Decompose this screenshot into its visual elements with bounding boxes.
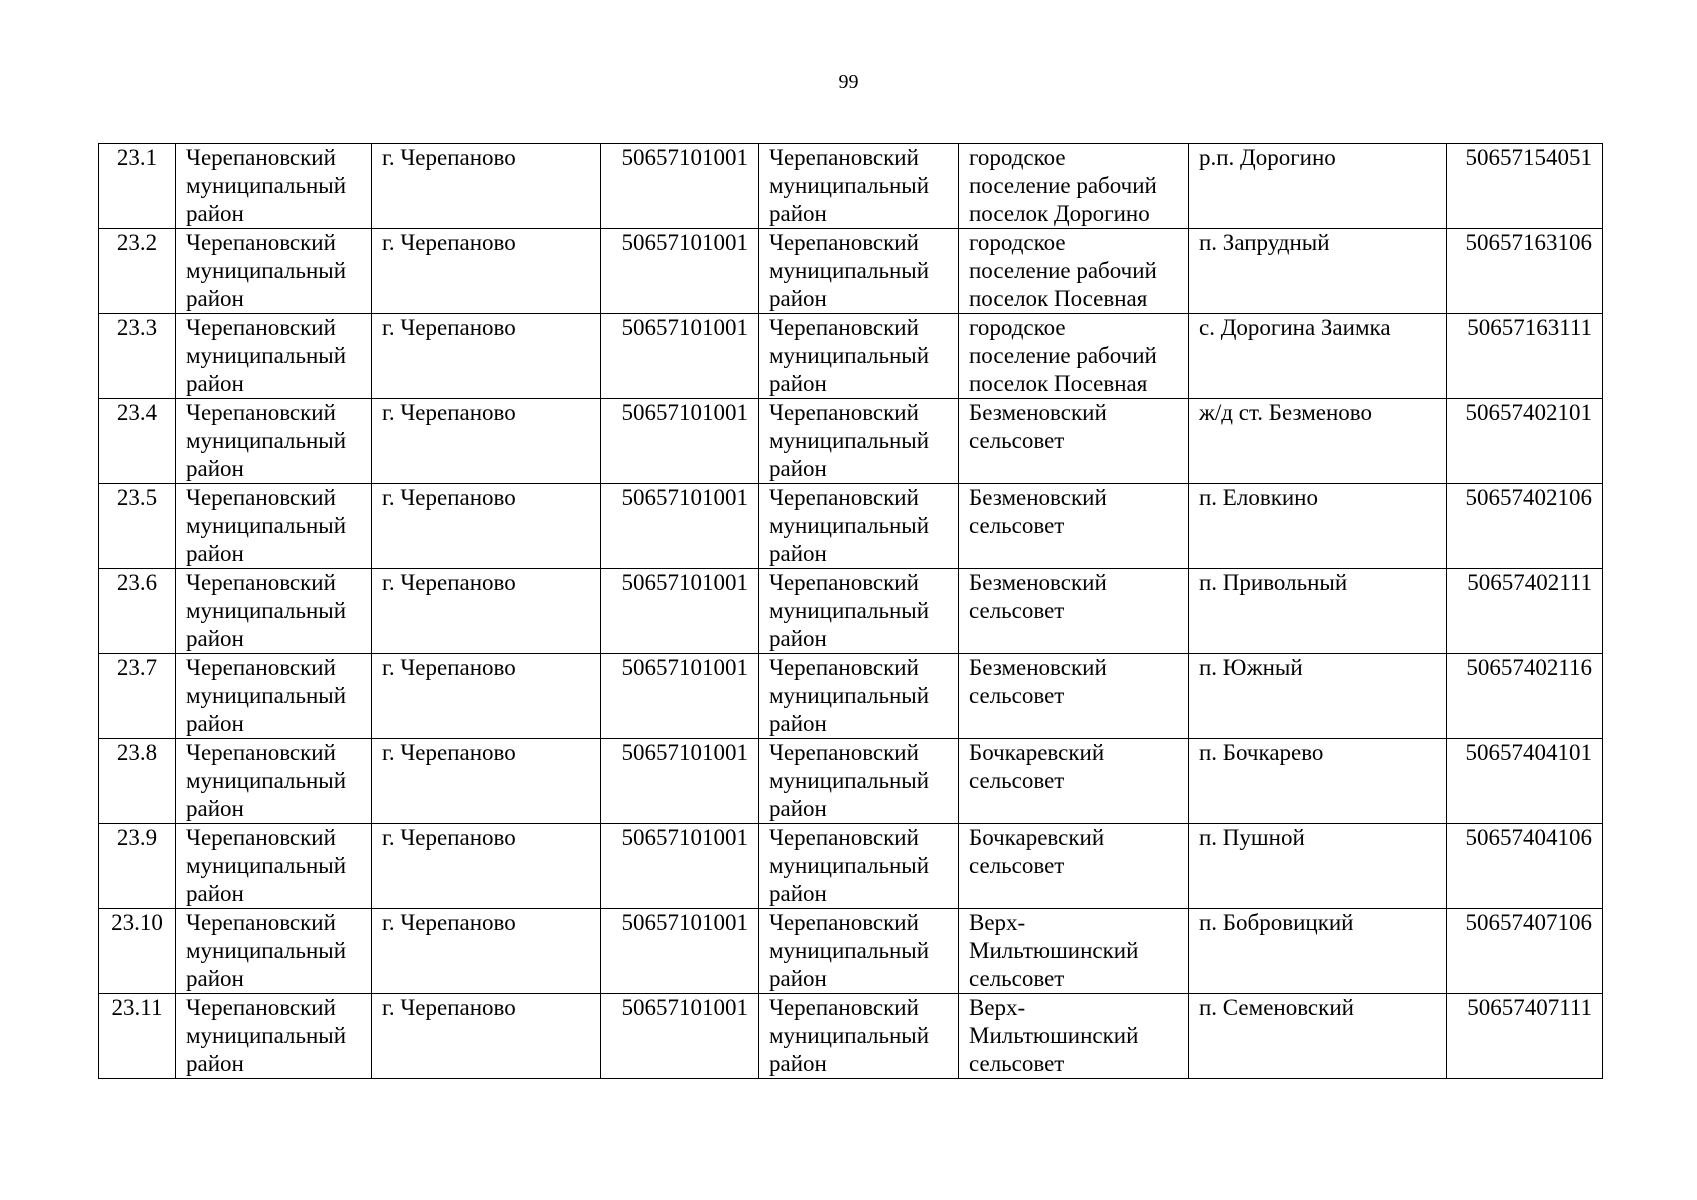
settlement-cell-text: городское поселение рабочий поселок Посевная bbox=[969, 230, 1157, 311]
oktmo-code-cell-text: 50657154051 bbox=[1465, 145, 1592, 170]
district-cell-text: Черепановский муниципальный район bbox=[769, 740, 930, 821]
row-number-cell-text: 23.7 bbox=[116, 655, 158, 680]
city-code-cell bbox=[601, 909, 759, 994]
table-row bbox=[99, 739, 1603, 824]
district-cell bbox=[759, 824, 959, 909]
city-code-cell-text: 50657101001 bbox=[621, 825, 748, 850]
municipal-district-cell-text: Черепановский муниципальный район bbox=[186, 825, 347, 906]
city-cell-text: г. Черепаново bbox=[382, 315, 516, 340]
settlement-cell-text: Безменовский сельсовет bbox=[969, 485, 1107, 538]
row-number-cell-text: 23.3 bbox=[116, 315, 158, 340]
city-cell bbox=[372, 824, 601, 909]
city-code-cell-text: 50657101001 bbox=[621, 740, 748, 765]
city-cell-text: г. Черепаново bbox=[382, 655, 516, 680]
city-code-cell-text: 50657101001 bbox=[621, 315, 748, 340]
municipal-district-cell-text: Черепановский муниципальный район bbox=[186, 570, 347, 651]
oktmo-code-cell bbox=[1447, 484, 1603, 569]
city-cell-text: г. Черепаново bbox=[382, 995, 516, 1020]
municipal-district-cell-text: Черепановский муниципальный район bbox=[186, 315, 347, 396]
district-cell-text: Черепановский муниципальный район bbox=[769, 230, 930, 311]
table-row bbox=[99, 229, 1603, 314]
municipal-district-cell-text: Черепановский муниципальный район bbox=[186, 910, 347, 991]
district-cell bbox=[759, 654, 959, 739]
row-number-cell bbox=[99, 824, 176, 909]
table-row bbox=[99, 994, 1603, 1079]
settlement-cell-text: Безменовский сельсовет bbox=[969, 400, 1107, 453]
city-code-cell-text: 50657101001 bbox=[621, 400, 748, 425]
locality-cell-text: п. Бочкарево bbox=[1199, 740, 1324, 765]
row-number-cell-text: 23.8 bbox=[116, 740, 158, 765]
table-row bbox=[99, 484, 1603, 569]
locality-cell-text: п. Пушной bbox=[1199, 825, 1305, 850]
city-cell bbox=[372, 909, 601, 994]
oktmo-code-cell bbox=[1447, 144, 1603, 229]
row-number-cell-text: 23.6 bbox=[116, 570, 158, 595]
locality-cell-text: ж/д ст. Безменово bbox=[1199, 400, 1372, 425]
locality-cell-text: п. Запрудный bbox=[1199, 230, 1330, 255]
city-code-cell-text: 50657101001 bbox=[621, 655, 748, 680]
locality-cell-text: п. Бобровицкий bbox=[1199, 910, 1354, 935]
oktmo-code-cell bbox=[1447, 739, 1603, 824]
settlements-table bbox=[98, 143, 1603, 1079]
city-code-cell bbox=[601, 824, 759, 909]
settlement-cell bbox=[959, 994, 1189, 1079]
city-cell-text: г. Черепаново bbox=[382, 740, 516, 765]
district-cell-text: Черепановский муниципальный район bbox=[769, 825, 930, 906]
row-number-cell-text: 23.11 bbox=[111, 995, 163, 1020]
oktmo-code-cell-text: 50657404101 bbox=[1465, 740, 1592, 765]
settlement-cell-text: Безменовский сельсовет bbox=[969, 570, 1107, 623]
district-cell bbox=[759, 739, 959, 824]
row-number-cell-text: 23.2 bbox=[116, 230, 158, 255]
district-cell bbox=[759, 994, 959, 1079]
city-cell bbox=[372, 739, 601, 824]
locality-cell-text: п. Южный bbox=[1199, 655, 1303, 680]
district-cell bbox=[759, 399, 959, 484]
locality-cell bbox=[1189, 654, 1447, 739]
settlement-cell bbox=[959, 229, 1189, 314]
row-number-cell bbox=[99, 994, 176, 1079]
district-cell bbox=[759, 484, 959, 569]
settlement-cell-text: Бочкаревский сельсовет bbox=[969, 740, 1105, 793]
municipal-district-cell-text: Черепановский муниципальный район bbox=[186, 400, 347, 481]
municipal-district-cell bbox=[176, 144, 372, 229]
oktmo-code-cell-text: 50657407111 bbox=[1467, 995, 1592, 1020]
district-cell bbox=[759, 314, 959, 399]
oktmo-code-cell-text: 50657402116 bbox=[1466, 655, 1592, 680]
city-cell bbox=[372, 229, 601, 314]
municipal-district-cell bbox=[176, 824, 372, 909]
table-row bbox=[99, 399, 1603, 484]
city-cell-text: г. Черепаново bbox=[382, 570, 516, 595]
locality-cell bbox=[1189, 229, 1447, 314]
row-number-cell bbox=[99, 399, 176, 484]
oktmo-code-cell bbox=[1447, 314, 1603, 399]
oktmo-code-cell bbox=[1447, 654, 1603, 739]
city-cell bbox=[372, 569, 601, 654]
district-cell bbox=[759, 909, 959, 994]
municipal-district-cell bbox=[176, 399, 372, 484]
settlement-cell bbox=[959, 739, 1189, 824]
locality-cell bbox=[1189, 824, 1447, 909]
row-number-cell bbox=[99, 739, 176, 824]
city-cell-text: г. Черепаново bbox=[382, 910, 516, 935]
oktmo-code-cell-text: 50657163111 bbox=[1467, 315, 1592, 340]
city-cell bbox=[372, 994, 601, 1079]
oktmo-code-cell-text: 50657402111 bbox=[1467, 570, 1592, 595]
oktmo-code-cell-text: 50657163106 bbox=[1465, 230, 1592, 255]
settlement-cell-text: городское поселение рабочий поселок Дорогино bbox=[969, 145, 1157, 226]
settlement-cell bbox=[959, 654, 1189, 739]
municipal-district-cell-text: Черепановский муниципальный район bbox=[186, 485, 347, 566]
oktmo-code-cell bbox=[1447, 824, 1603, 909]
municipal-district-cell bbox=[176, 229, 372, 314]
row-number-cell bbox=[99, 484, 176, 569]
municipal-district-cell-text: Черепановский муниципальный район bbox=[186, 655, 347, 736]
table-row bbox=[99, 314, 1603, 399]
municipal-district-cell-text: Черепановский муниципальный район bbox=[186, 995, 347, 1076]
oktmo-code-cell-text: 50657407106 bbox=[1465, 910, 1592, 935]
locality-cell-text: п. Привольный bbox=[1199, 570, 1348, 595]
row-number-cell-text: 23.9 bbox=[116, 825, 158, 850]
city-cell bbox=[372, 484, 601, 569]
city-code-cell-text: 50657101001 bbox=[621, 230, 748, 255]
oktmo-code-cell bbox=[1447, 994, 1603, 1079]
city-cell bbox=[372, 399, 601, 484]
city-code-cell bbox=[601, 144, 759, 229]
district-cell-text: Черепановский муниципальный район bbox=[769, 995, 930, 1076]
municipal-district-cell-text: Черепановский муниципальный район bbox=[186, 230, 347, 311]
district-cell bbox=[759, 144, 959, 229]
locality-cell-text: п. Еловкино bbox=[1199, 485, 1318, 510]
oktmo-code-cell bbox=[1447, 229, 1603, 314]
settlement-cell-text: Верх- Мильтюшинский сельсовет bbox=[969, 910, 1139, 991]
city-code-cell bbox=[601, 229, 759, 314]
city-code-cell bbox=[601, 739, 759, 824]
city-cell bbox=[372, 314, 601, 399]
city-code-cell-text: 50657101001 bbox=[621, 995, 748, 1020]
city-cell-text: г. Черепаново bbox=[382, 825, 516, 850]
locality-cell-text: р.п. Дорогино bbox=[1199, 145, 1336, 170]
row-number-cell-text: 23.10 bbox=[111, 910, 163, 935]
city-code-cell-text: 50657101001 bbox=[621, 910, 748, 935]
settlement-cell-text: Верх- Мильтюшинский сельсовет bbox=[969, 995, 1139, 1076]
settlement-cell-text: Безменовский сельсовет bbox=[969, 655, 1107, 708]
district-cell-text: Черепановский муниципальный район bbox=[769, 910, 930, 991]
row-number-cell-text: 23.5 bbox=[116, 485, 158, 510]
table-row bbox=[99, 654, 1603, 739]
table-row bbox=[99, 144, 1603, 229]
district-cell bbox=[759, 229, 959, 314]
locality-cell bbox=[1189, 994, 1447, 1079]
oktmo-code-cell-text: 50657402106 bbox=[1465, 485, 1592, 510]
row-number-cell bbox=[99, 654, 176, 739]
city-cell-text: г. Черепаново bbox=[382, 485, 516, 510]
oktmo-code-cell bbox=[1447, 569, 1603, 654]
settlement-cell bbox=[959, 824, 1189, 909]
city-cell-text: г. Черепаново bbox=[382, 230, 516, 255]
locality-cell bbox=[1189, 314, 1447, 399]
settlement-cell-text: Бочкаревский сельсовет bbox=[969, 825, 1105, 878]
city-code-cell-text: 50657101001 bbox=[621, 485, 748, 510]
locality-cell bbox=[1189, 909, 1447, 994]
municipal-district-cell-text: Черепановский муниципальный район bbox=[186, 145, 347, 226]
municipal-district-cell bbox=[176, 994, 372, 1079]
table-body bbox=[99, 144, 1603, 1079]
city-code-cell-text: 50657101001 bbox=[621, 145, 748, 170]
row-number-cell bbox=[99, 569, 176, 654]
city-code-cell-text: 50657101001 bbox=[621, 570, 748, 595]
city-cell-text: г. Черепаново bbox=[382, 400, 516, 425]
locality-cell bbox=[1189, 144, 1447, 229]
municipal-district-cell bbox=[176, 484, 372, 569]
row-number-cell bbox=[99, 144, 176, 229]
district-cell-text: Черепановский муниципальный район bbox=[769, 570, 930, 651]
district-cell bbox=[759, 569, 959, 654]
page-number: 99 bbox=[838, 71, 859, 93]
municipal-district-cell bbox=[176, 739, 372, 824]
district-cell-text: Черепановский муниципальный район bbox=[769, 655, 930, 736]
table-row bbox=[99, 909, 1603, 994]
city-code-cell bbox=[601, 569, 759, 654]
locality-cell-text: с. Дорогина Заимка bbox=[1199, 315, 1391, 340]
city-code-cell bbox=[601, 314, 759, 399]
city-code-cell bbox=[601, 484, 759, 569]
table-row bbox=[99, 569, 1603, 654]
settlement-cell-text: городское поселение рабочий поселок Посевная bbox=[969, 315, 1157, 396]
locality-cell bbox=[1189, 739, 1447, 824]
row-number-cell-text: 23.1 bbox=[116, 145, 158, 170]
locality-cell bbox=[1189, 484, 1447, 569]
municipal-district-cell bbox=[176, 909, 372, 994]
city-code-cell bbox=[601, 994, 759, 1079]
municipal-district-cell bbox=[176, 314, 372, 399]
settlement-cell bbox=[959, 144, 1189, 229]
settlement-cell bbox=[959, 909, 1189, 994]
district-cell-text: Черепановский муниципальный район bbox=[769, 145, 930, 226]
city-code-cell bbox=[601, 654, 759, 739]
city-cell bbox=[372, 654, 601, 739]
municipal-district-cell bbox=[176, 654, 372, 739]
row-number-cell bbox=[99, 909, 176, 994]
row-number-cell bbox=[99, 314, 176, 399]
oktmo-code-cell-text: 50657404106 bbox=[1465, 825, 1592, 850]
table-row bbox=[99, 824, 1603, 909]
district-cell-text: Черепановский муниципальный район bbox=[769, 485, 930, 566]
city-cell-text: г. Черепаново bbox=[382, 145, 516, 170]
locality-cell-text: п. Семеновский bbox=[1199, 995, 1354, 1020]
municipal-district-cell bbox=[176, 569, 372, 654]
settlement-cell bbox=[959, 399, 1189, 484]
oktmo-code-cell bbox=[1447, 399, 1603, 484]
city-cell bbox=[372, 144, 601, 229]
municipal-district-cell-text: Черепановский муниципальный район bbox=[186, 740, 347, 821]
settlement-cell bbox=[959, 569, 1189, 654]
oktmo-code-cell-text: 50657402101 bbox=[1465, 400, 1592, 425]
settlement-cell bbox=[959, 484, 1189, 569]
district-cell-text: Черепановский муниципальный район bbox=[769, 315, 930, 396]
row-number-cell bbox=[99, 229, 176, 314]
district-cell-text: Черепановский муниципальный район bbox=[769, 400, 930, 481]
oktmo-code-cell bbox=[1447, 909, 1603, 994]
settlement-cell bbox=[959, 314, 1189, 399]
locality-cell bbox=[1189, 569, 1447, 654]
row-number-cell-text: 23.4 bbox=[116, 400, 158, 425]
city-code-cell bbox=[601, 399, 759, 484]
locality-cell bbox=[1189, 399, 1447, 484]
